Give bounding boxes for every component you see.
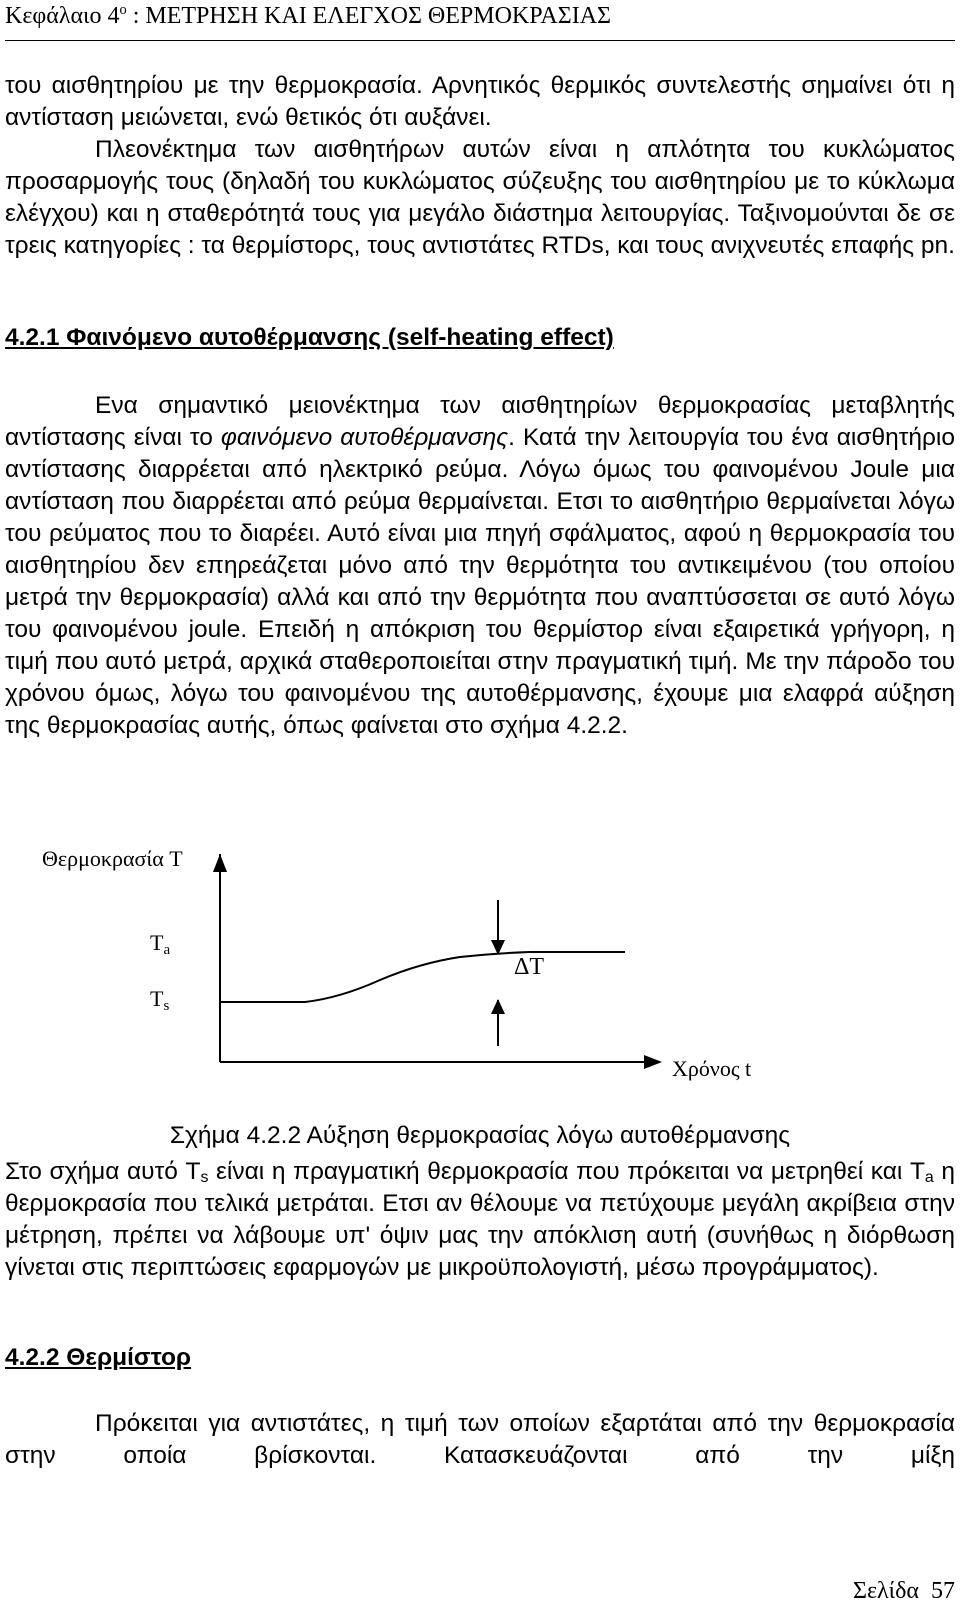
figure-caption: Σχήμα 4.2.2 Αύξηση θερμοκρασίας λόγω αυτοθέρμανσης <box>169 1122 791 1149</box>
figure-diagram <box>0 846 960 1110</box>
ta-label-sub: a <box>163 942 171 958</box>
paragraph-3-text-b: . Κατά την λειτουργία του ένα αισθητήριο αντίστασης διαρρέεται από ηλεκτρικό ρεύμα. Λόγω όμως του φαινομένου Joule μια αντίσταση που διαρρέεται από ρεύμα θερμαίνεται. Ετσι το αισθητήριο θερμαίνεται λόγω του ρεύματος που το διαρέει. Αυτό είναι μια πηγή σφάλματος, αφού η θερμοκρασία του αισθητηρίου δεν επηρεάζεται μόνο από την θερμότητα του αντικειμένου (του οποίου μετρά την θερμοκρασία) αλλά και από την θερμότητα που αναπτύσσεται σε αυτό λόγω του φαινομένου joule. Επειδή η απόκριση του θερμίστορ είναι εξαιρετικά γρήγορη, η τιμή που αυτό μετρά, αρχικά σταθεροποιείται στην πραγματική τιμή. Με την πάροδο του χρόνου όμως, λόγω του φαινομένου της αυτοθέρμανσης, έχουμε μια ελαφρά αύξηση της θερμοκρασίας αυτής, όπως φαίνεται στο σχήμα 4.2.2. <box>5 424 956 739</box>
paragraph-1: του αισθητηρίου με την θερμοκρασία. Αρνητικός θερμικός συντελεστής σημαίνει ότι η αντίσταση μειώνεται, ενώ θετικός ότι αυξάνει. <box>5 72 955 131</box>
ta-label <box>150 930 170 958</box>
delta-t-label: ΔT <box>514 954 545 980</box>
chapter-prefix: Κεφάλαιο 4 <box>5 3 120 29</box>
chapter-superscript: ο <box>119 2 127 18</box>
paragraph-4-text-a: Στο σχήμα αυτό T <box>5 1158 201 1185</box>
paragraph-4-sub-s: s <box>200 1169 209 1186</box>
page-header <box>5 2 611 30</box>
header-rule <box>5 40 955 41</box>
page-footer <box>853 1578 955 1605</box>
paragraph-3 <box>5 390 955 742</box>
page-label: Σελίδα <box>852 1578 919 1604</box>
ts-label-sub: s <box>163 998 170 1014</box>
paragraph-5: Πρόκειται για αντιστάτες, η τιμή των οποίων εξαρτάται από την θερμοκρασία στην οποία βρίσκονται. Κατασκευάζονται από την μίξη <box>5 1410 955 1469</box>
chapter-title: : ΜΕΤΡΗΣΗ ΚΑΙ ΕΛΕΓΧΟΣ ΘΕΡΜΟΚΡΑΣΙΑΣ <box>126 3 612 29</box>
ta-label-main: T <box>150 930 164 955</box>
section-heading-4-2-1: 4.2.1 Φαινόμενο αυτοθέρμανσης (self-heating effect) <box>5 324 614 351</box>
temperature-curve <box>220 952 625 1002</box>
y-axis-label: Θερμοκρασία T <box>42 846 183 871</box>
y-axis-arrow-icon <box>213 854 227 872</box>
paragraph-3-emphasis: φαινόμενο αυτοθέρμανσης <box>220 424 509 451</box>
ts-label-main: T <box>150 986 164 1011</box>
paragraph-4-text-c: η θερμοκρασία που τελικά μετράται. Ετσι αν θέλουμε να πετύχουμε μεγάλη ακρίβεια στην μέτρηση, πρέπει να λάβουμε υπ' όψιν μας την απόκλιση αυτή (συνήθως η διόρθωση γίνεται στις περιπτώσεις εφαρμογών με μικροϋπολογιστή, μέσω προγράμματος). <box>5 1158 955 1281</box>
paragraph-4 <box>5 1156 955 1284</box>
paragraph-3-text-a: Ενα σημαντικό μειονέκτημα των αισθητηρίων θερμοκρασίας μεταβλητής αντίστασης είναι το <box>5 392 955 451</box>
paragraph-4-text-b: είναι η πραγματική θερμοκρασία που πρόκειται να μετρηθεί και T <box>208 1158 925 1185</box>
figure-self-heating <box>0 846 960 1110</box>
ts-label <box>150 986 169 1014</box>
delta-arrow-up-icon <box>491 999 505 1014</box>
x-axis-arrow-icon <box>644 1055 662 1069</box>
paragraph-2: Πλεονέκτημα των αισθητήρων αυτών είναι η απλότητα του κυκλώματος προσαρμογής τους (δηλαδή του κυκλώματος σύζευξης του αισθητηρίου με το κύκλωμα ελέγχου) και η σταθερότητά τους για μεγάλο διάστημα λειτουργίας. Ταξινομούνται δε σε τρεις κατηγορίες : τα θερμίστορς, τους αντιστάτες RTDs, και τους ανιχνευτές επαφής pn. <box>5 136 955 259</box>
page-number: 57 <box>931 1578 955 1604</box>
section-heading-4-2-2: 4.2.2 Θερμίστορ <box>5 1344 192 1371</box>
x-axis-label: Χρόνος t <box>672 1056 752 1081</box>
paragraph-4-sub-a: a <box>924 1169 934 1186</box>
